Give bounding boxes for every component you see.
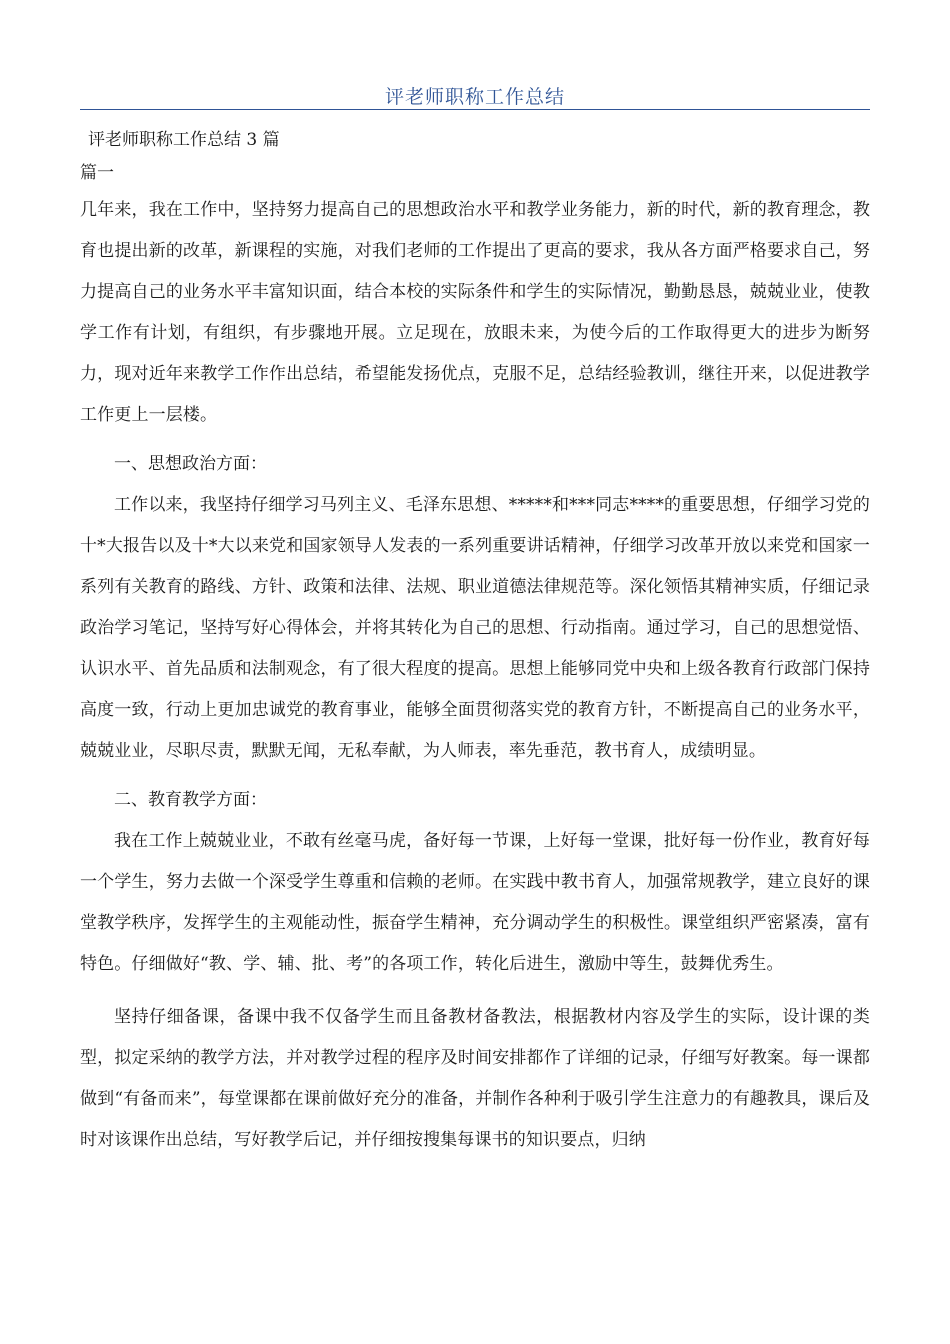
heading-teaching: 二、教育教学方面：	[114, 790, 267, 810]
politics-paragraph: 工作以来，我坚持仔细学习马列主义、毛泽东思想、*****和***同志****的重要思想，仔细学习党的十*大报告以及十*大以来党和国家领导人发表的一系列重要讲话精神，仔细学习改革开放以来党和国家一系列有关教育的路线、方针、政策和法律、法规、职业道德法律规范等。深化领悟其精神实质，仔细记录政治学习笔记，坚持写好心得体会，并将其转化为自己的思想、行动指南。通过学习，自己的思想觉悟、认识水平、首先品质和法制观念，有了很大程度的提高。思想上能够同党中央和上级各教育行政部门保持高度一致，行动上更加忠诚党的教育事业，能够全面贯彻落实党的教育方针，不断提高自己的业务水平，兢兢业业，尽职尽责，默默无闻，无私奉献，为人师表，率先垂范，教书育人，成绩明显。	[80, 495, 870, 761]
header-divider	[80, 109, 870, 110]
document-body	[80, 124, 870, 1161]
heading-politics: 一、思想政治方面：	[114, 454, 267, 474]
page-header-title: 评老师职称工作总结	[384, 86, 565, 108]
document-subtitle: 评老师职称工作总结 3 篇	[88, 130, 280, 150]
teaching-paragraph: 我在工作上兢兢业业，不敢有丝毫马虎，备好每一节课，上好每一堂课，批好每一份作业，教育好每一个学生，努力去做一个深受学生尊重和信赖的老师。在实践中教书育人，加强常规教学，建立良好的课堂教学秩序，发挥学生的主观能动性，振奋学生精神，充分调动学生的积极性。课堂组织严密紧凑，富有特色。仔细做好“教、学、辅、批、考”的各项工作，转化后进生，激励中等生，鼓舞优秀生。	[80, 831, 870, 974]
intro-paragraph: 几年来，我在工作中，坚持努力提高自己的思想政治水平和教学业务能力，新的时代，新的教育理念，教育也提出新的改革，新课程的实施，对我们老师的工作提出了更高的要求，我从各方面严格要求自己，努力提高自己的业务水平丰富知识面，结合本校的实际条件和学生的实际情况，勤勤恳恳，兢兢业业，使教学工作有计划，有组织，有步骤地开展。立足现在，放眼未来，为使今后的工作取得更大的进步为断努力，现对近年来教学工作作出总结，希望能发扬优点，克服不足，总结经验教训，继往开来，以促进教学工作更上一层楼。	[80, 200, 870, 425]
section-label: 篇一	[80, 163, 114, 183]
lesson-prep-paragraph: 坚持仔细备课，备课中我不仅备学生而且备教材备教法，根据教材内容及学生的实际，设计课的类型，拟定采纳的教学方法，并对教学过程的程序及时间安排都作了详细的记录，仔细写好教案。每一课都做到“有备而来”，每堂课都在课前做好充分的准备，并制作各种利于吸引学生注意力的有趣教具，课后及时对该课作出总结，写好教学后记，并仔细按搜集每课书的知识要点，归纳	[80, 1007, 870, 1150]
